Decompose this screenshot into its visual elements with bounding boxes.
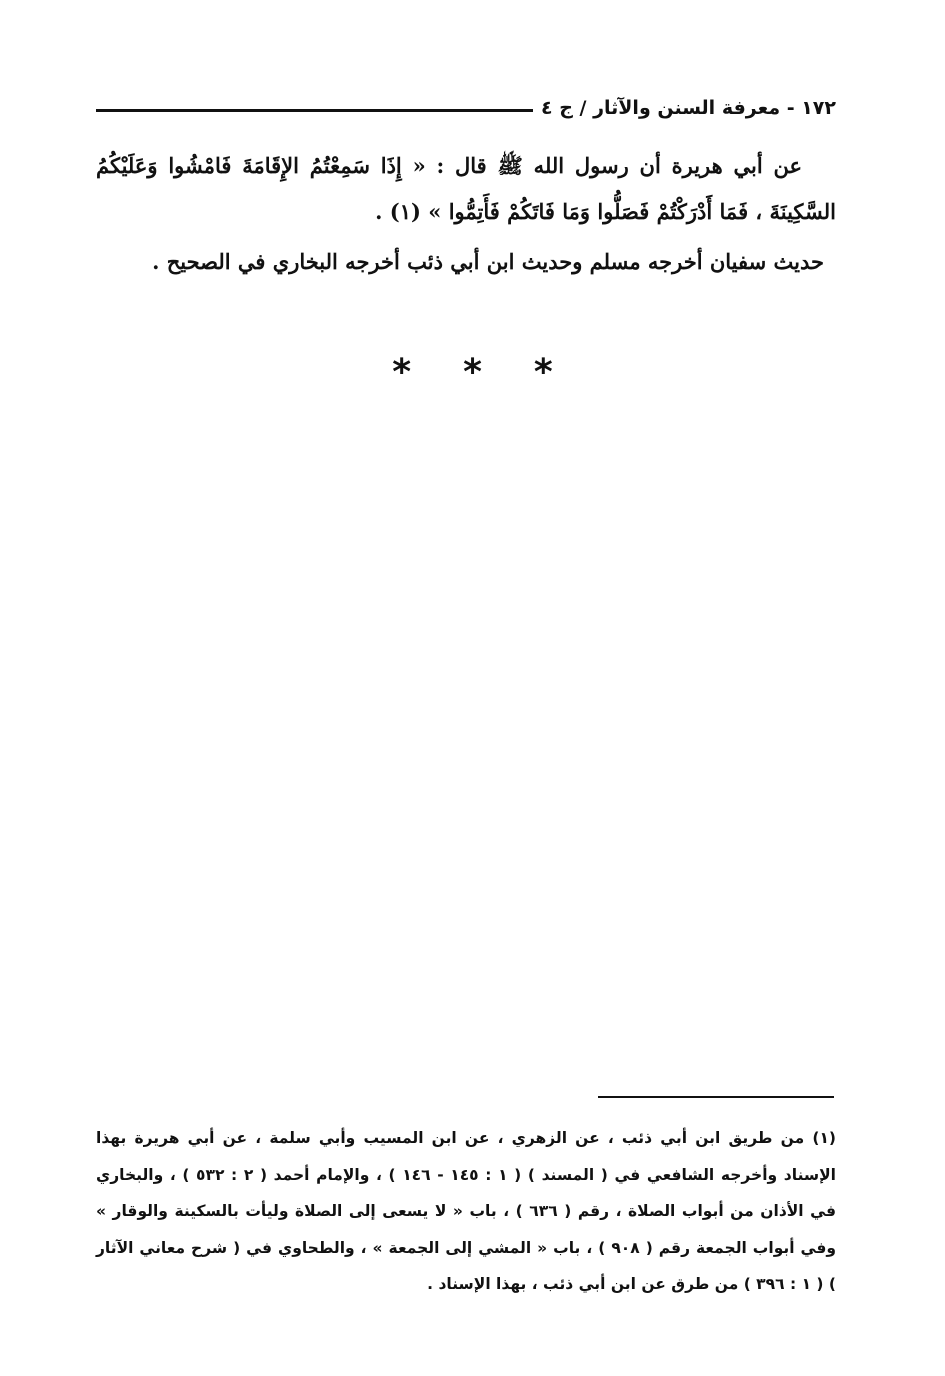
- main-text-block: [96, 143, 836, 285]
- page-header: [96, 92, 836, 124]
- running-header-title: ١٧٢ - معرفة السنن والآثار / ج ٤: [540, 97, 836, 119]
- separator-asterisk: *: [392, 352, 412, 393]
- footnote-rule: [598, 1096, 834, 1098]
- footnote-block: [96, 1120, 836, 1303]
- section-separator: [0, 352, 945, 393]
- separator-asterisk: *: [533, 352, 553, 393]
- footnote-1: (١) من طريق ابن أبي ذئب ، عن الزهري ، عن ابن المسيب وأبي سلمة ، عن أبي هريرة بهذا الإسناد وأخرجه الشافعي في ( المسند ) ( ١ : ١٤٥ - ١٤٦ ) ، والإمام أحمد ( ٢ : ٥٣٢ ) ، والبخاري في الأذان من أبواب الصلاة ، رقم ( ٦٣٦ ) ، باب « لا يسعى إلى الصلاة وليأت بالسكينة والوقار » وفي أبواب الجمعة رقم ( ٩٠٨ ) ، باب « المشي إلى الجمعة » ، والطحاوي في ( شرح معاني الآثار ) ( ١ : ٣٩٦ ) من طرق عن ابن أبي ذئب ، بهذا الإسناد .: [96, 1129, 837, 1293]
- header-rule: [96, 109, 533, 112]
- hadith-paragraph: عن أبي هريرة أن رسول الله ﷺ قال : « إِذَا سَمِعْتُمُ الإِقَامَةَ فَامْشُوا وَعَلَيْكُمُ السَّكِينَةَ ، فَمَا أَدْرَكْتُمْ فَصَلُّوا وَمَا فَاتَكُمْ فَأَتِمُّوا » (١) .: [96, 153, 836, 224]
- takhrij-remark-paragraph: حديث سفيان أخرجه مسلم وحديث ابن أبي ذئب أخرجه البخاري في الصحيح .: [152, 249, 824, 274]
- separator-asterisk: *: [463, 352, 482, 393]
